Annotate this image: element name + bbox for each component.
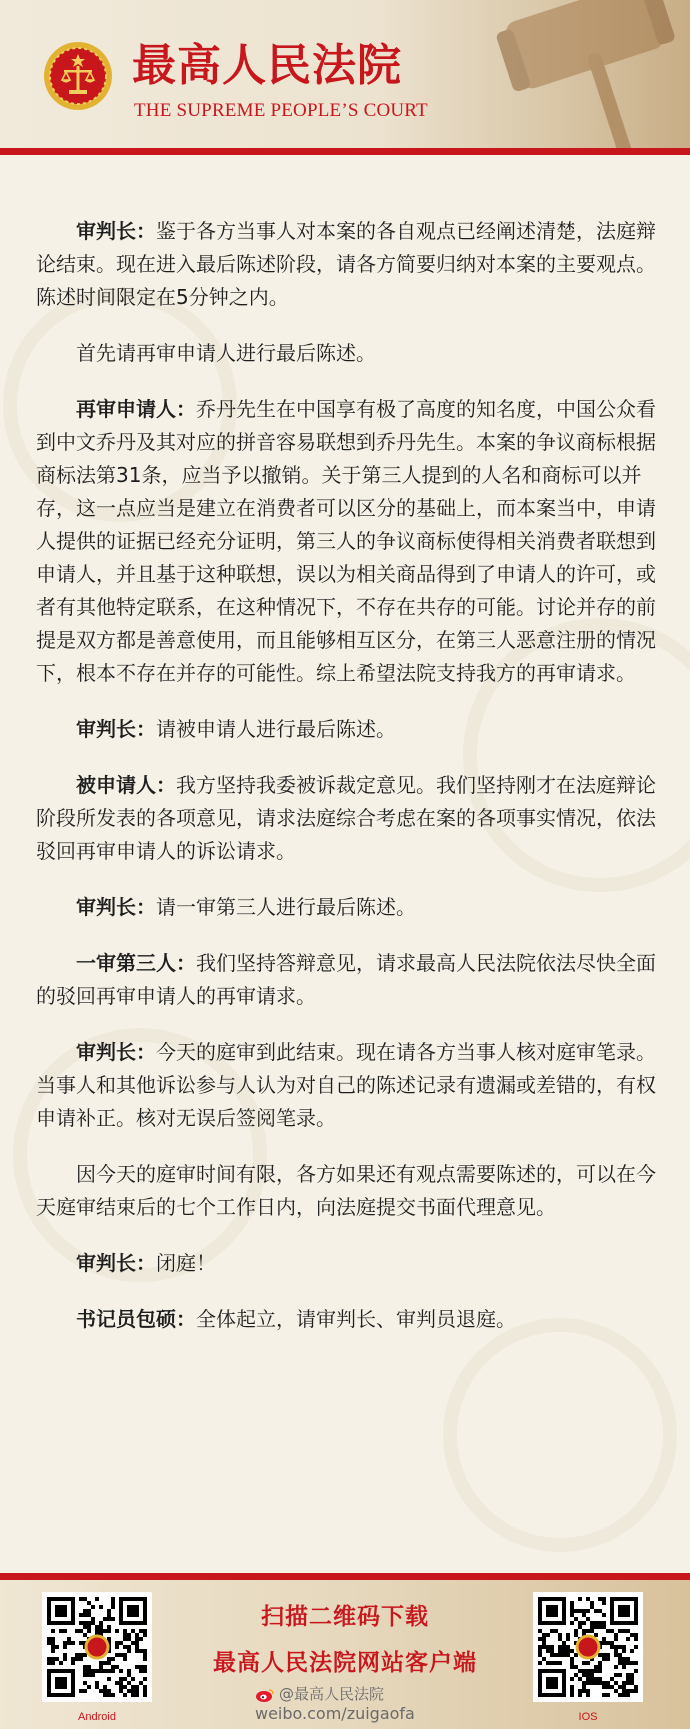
- transcript-paragraph: [36, 891, 666, 924]
- speech-text: 首先请再审申请人进行最后陈述。: [76, 341, 376, 365]
- transcript-paragraph: [36, 713, 666, 746]
- transcript-paragraph: [36, 947, 666, 1013]
- transcript-paragraph: [36, 769, 666, 868]
- header-divider: [0, 148, 690, 155]
- speech-text: 闭庭！: [156, 1251, 216, 1275]
- speaker-label: 一审第三人：: [76, 951, 196, 975]
- speaker-label: 再审申请人：: [76, 397, 196, 421]
- download-cta-line2: 最高人民法院网站客户端: [213, 1650, 477, 1676]
- court-title-en: THE SUPREME PEOPLE’S COURT: [134, 100, 428, 121]
- footer-banner: [0, 1580, 690, 1729]
- speaker-label: 审判长：: [76, 1040, 156, 1064]
- speech-text: 我方坚持我委被诉裁定意见。我们坚持刚才在法庭辩论阶段所发表的各项意见，请求法庭综合考虑在案的各项事实情况，依法驳回再审申请人的诉讼请求。: [36, 773, 656, 863]
- speaker-label: 书记员包硕：: [76, 1307, 196, 1331]
- speech-text: 鉴于各方当事人对本案的各自观点已经阐述清楚，法庭辩论结束。现在进入最后陈述阶段，请各方简要归纳对本案的主要观点。陈述时间限定在5分钟之内。: [36, 219, 656, 309]
- android-qr-code[interactable]: [42, 1592, 152, 1702]
- transcript-paragraph: [36, 1158, 666, 1224]
- transcript-paragraph: [36, 1247, 666, 1280]
- weibo-icon: [255, 1687, 275, 1703]
- transcript-text: [36, 215, 666, 1359]
- speech-text: 请被申请人进行最后陈述。: [156, 717, 396, 741]
- transcript-paragraph: [36, 337, 666, 370]
- speech-text: 请一审第三人进行最后陈述。: [156, 895, 416, 919]
- speech-text: 今天的庭审到此结束。现在请各方当事人核对庭审笔录。当事人和其他诉讼参与人认为对自己的陈述记录有遗漏或差错的，有权申请补正。核对无误后签阅笔录。: [36, 1040, 656, 1130]
- speaker-label: 审判长：: [76, 1251, 156, 1275]
- transcript-paragraph: [36, 1303, 666, 1336]
- speech-text: 因今天的庭审时间有限，各方如果还有观点需要陈述的，可以在今天庭审结束后的七个工作日内，向法庭提交书面代理意见。: [36, 1162, 656, 1219]
- speaker-label: 审判长：: [76, 717, 156, 741]
- download-cta-line1: 扫描二维码下载: [261, 1604, 429, 1630]
- transcript-paragraph: [36, 1036, 666, 1135]
- footer-divider: [0, 1573, 690, 1580]
- transcript-paragraph: [36, 215, 666, 314]
- transcript-panel: [0, 155, 690, 1575]
- speech-text: 全体起立，请审判长、审判员退庭。: [196, 1307, 516, 1331]
- weibo-handle[interactable]: [255, 1683, 455, 1704]
- speaker-label: 审判长：: [76, 219, 156, 243]
- transcript-paragraph: [36, 393, 666, 690]
- weibo-handle-text: @最高人民法院: [279, 1685, 385, 1703]
- speech-text: 我们坚持答辩意见，请求最高人民法院依法尽快全面的驳回再审申请人的再审请求。: [36, 951, 656, 1008]
- speaker-label: 审判长：: [76, 895, 156, 919]
- court-title-cn: 最高人民法院: [132, 40, 402, 91]
- weibo-url[interactable]: weibo.com/zuigaofa: [255, 1704, 415, 1723]
- android-label: Android: [78, 1711, 116, 1723]
- header-banner: [0, 0, 690, 152]
- speech-text: 乔丹先生在中国享有极了高度的知名度，中国公众看到中文乔丹及其对应的拼音容易联想到乔丹先生。本案的争议商标根据商标法第31条，应当予以撤销。关于第三人提到的人名和商标可以并存，这一点应当是建立在消费者可以区分的基础上，而本案当中，申请人提供的证据已经充分证明，第三人的争议商标使得相关消费者联想到申请人，并且基于这种联想，误以为相关商品得到了申请人的许可，或者有其他特定联系，在这种情况下，不存在共存的可能。讨论并存的前提是双方都是善意使用，而且能够相互区分，在第三人恶意注册的情况下，根本不存在并存的可能性。综上希望法院支持我方的再审请求。: [36, 397, 656, 685]
- ios-label: IOS: [578, 1711, 598, 1723]
- court-emblem-icon: [42, 40, 114, 112]
- speaker-label: 被申请人：: [76, 773, 176, 797]
- ios-qr-code[interactable]: [533, 1592, 643, 1702]
- gavel-icon: [440, 0, 690, 152]
